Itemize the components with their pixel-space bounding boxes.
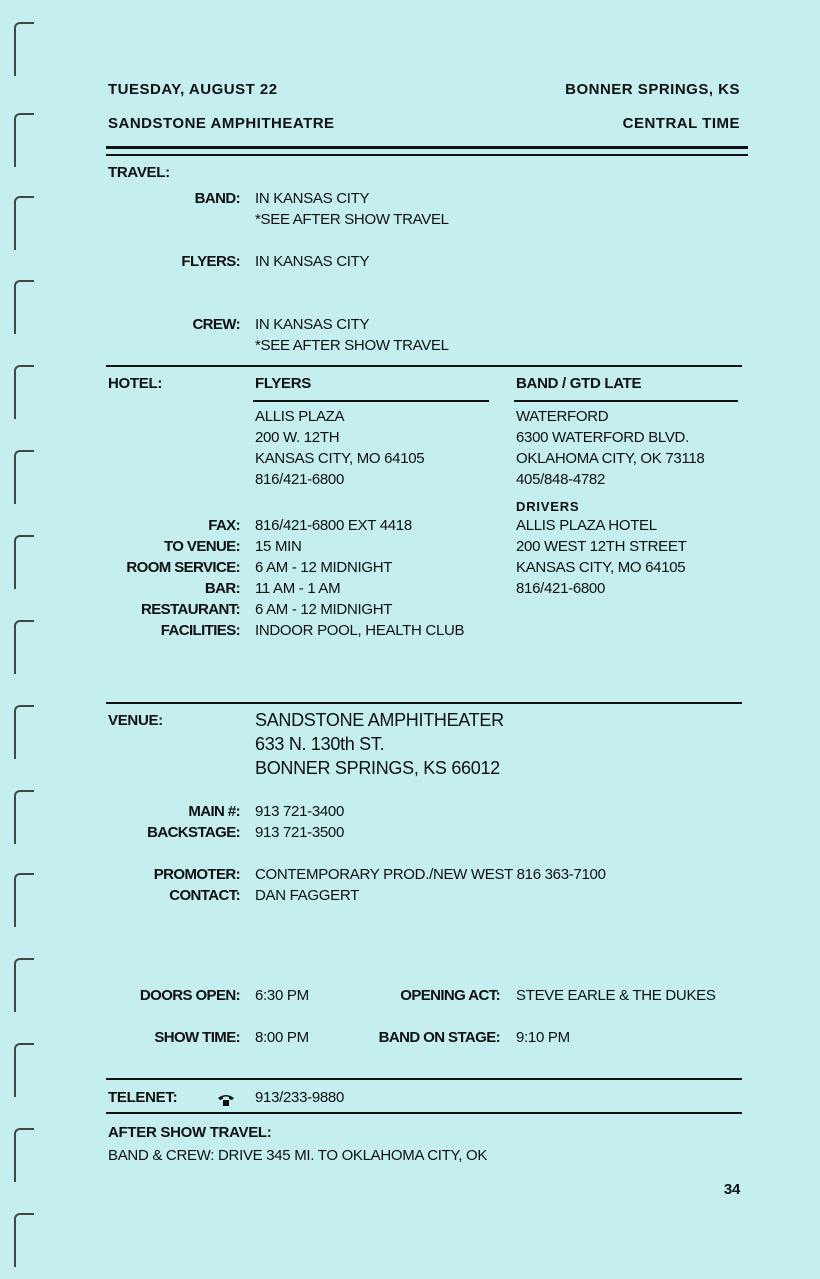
fax-value: 816/421-6800 EXT 4418 [255, 517, 412, 534]
divider [106, 1078, 742, 1080]
telenet-label: TELENET: [108, 1089, 178, 1106]
promoter-label: PROMOTER: [153, 866, 240, 883]
backstage-phone-label: BACKSTAGE: [147, 824, 240, 841]
drivers-address-line: KANSAS CITY, MO 64105 [516, 559, 686, 576]
band-travel-line: IN KANSAS CITY [255, 190, 370, 207]
binder-hole [14, 22, 34, 76]
restaurant-value: 6 AM - 12 MIDNIGHT [255, 601, 393, 618]
header-city: BONNER SPRINGS, KS [565, 81, 740, 98]
band-hotel-heading: BAND / GTD LATE [516, 375, 642, 392]
promoter-value: CONTEMPORARY PROD./NEW WEST 816 363-7100 [255, 866, 606, 883]
divider [106, 1112, 742, 1114]
header-timezone: CENTRAL TIME [622, 115, 740, 132]
drivers-address-line: 200 WEST 12TH STREET [516, 538, 687, 555]
bar-value: 11 AM - 1 AM [255, 580, 341, 597]
divider [253, 400, 489, 402]
facilities-label: FACILITIES: [160, 622, 240, 639]
divider [106, 702, 742, 704]
after-show-title: AFTER SHOW TRAVEL: [108, 1124, 272, 1141]
show-time-value: 8:00 PM [255, 1029, 309, 1046]
divider [106, 154, 748, 156]
opening-act-label: OPENING ACT: [400, 987, 500, 1004]
flyers-travel-line: IN KANSAS CITY [255, 253, 370, 270]
band-on-stage-label: BAND ON STAGE: [378, 1029, 500, 1046]
venue-title: VENUE: [108, 712, 163, 729]
contact-label: CONTACT: [169, 887, 240, 904]
doors-open-label: DOORS OPEN: [139, 987, 240, 1004]
doors-open-value: 6:30 PM [255, 987, 309, 1004]
opening-act-value: STEVE EARLE & THE DUKES [516, 987, 716, 1004]
fax-label: FAX: [208, 517, 240, 534]
flyers-hotel-address-line: KANSAS CITY, MO 64105 [255, 450, 425, 467]
band-hotel-address-line: 6300 WATERFORD BLVD. [516, 429, 689, 446]
telephone-icon [217, 1093, 235, 1107]
crew-travel-line: IN KANSAS CITY [255, 316, 370, 333]
drivers-phone: 816/421-6800 [516, 580, 605, 597]
binder-hole [14, 113, 34, 167]
venue-address-line: SANDSTONE AMPHITHEATER [255, 710, 504, 730]
venue-address-line: 633 N. 130th ST. [255, 734, 385, 754]
header-venue-name: SANDSTONE AMPHITHEATRE [108, 115, 335, 132]
to-venue-value: 15 MIN [255, 538, 302, 555]
flyers-hotel-address-line: ALLIS PLAZA [255, 408, 345, 425]
restaurant-label: RESTAURANT: [141, 601, 240, 618]
show-time-label: SHOW TIME: [154, 1029, 240, 1046]
drivers-heading: DRIVERS [516, 499, 580, 514]
telenet-number: 913/233-9880 [255, 1089, 344, 1106]
band-hotel-phone: 405/848-4782 [516, 471, 605, 488]
after-show-text: BAND & CREW: DRIVE 345 MI. TO OKLAHOMA CITY, OK [108, 1147, 488, 1164]
main-phone-value: 913 721-3400 [255, 803, 344, 820]
binder-hole [14, 705, 34, 759]
divider [106, 146, 748, 149]
drivers-address-line: ALLIS PLAZA HOTEL [516, 517, 657, 534]
main-phone-label: MAIN #: [188, 803, 240, 820]
bar-label: BAR: [204, 580, 240, 597]
band-travel-label: BAND: [194, 190, 240, 207]
travel-title: TRAVEL: [108, 164, 170, 181]
room-service-label: ROOM SERVICE: [126, 559, 240, 576]
binder-hole [14, 1043, 34, 1097]
venue-address-line: BONNER SPRINGS, KS 66012 [255, 758, 500, 778]
contact-value: DAN FAGGERT [255, 887, 359, 904]
crew-travel-label: CREW: [192, 316, 240, 333]
flyers-hotel-address-line: 200 W. 12TH [255, 429, 340, 446]
divider [514, 400, 738, 402]
binder-hole [14, 1213, 34, 1267]
header-date: TUESDAY, AUGUST 22 [108, 81, 278, 98]
flyers-hotel-heading: FLYERS [255, 375, 311, 392]
flyers-hotel-phone: 816/421-6800 [255, 471, 344, 488]
binder-hole [14, 1128, 34, 1182]
facilities-value: INDOOR POOL, HEALTH CLUB [255, 622, 465, 639]
band-hotel-address-line: OKLAHOMA CITY, OK 73118 [516, 450, 705, 467]
band-travel-line: *SEE AFTER SHOW TRAVEL [255, 211, 449, 228]
band-hotel-address-line: WATERFORD [516, 408, 609, 425]
flyers-travel-label: FLYERS: [181, 253, 240, 270]
room-service-value: 6 AM - 12 MIDNIGHT [255, 559, 393, 576]
to-venue-label: TO VENUE: [163, 538, 240, 555]
crew-travel-line: *SEE AFTER SHOW TRAVEL [255, 337, 449, 354]
divider [106, 365, 742, 367]
page-number: 34 [723, 1181, 740, 1198]
backstage-phone-value: 913 721-3500 [255, 824, 344, 841]
binder-hole [14, 365, 34, 419]
band-on-stage-value: 9:10 PM [516, 1029, 570, 1046]
hotel-title: HOTEL: [108, 375, 163, 392]
binder-hole [14, 450, 34, 504]
